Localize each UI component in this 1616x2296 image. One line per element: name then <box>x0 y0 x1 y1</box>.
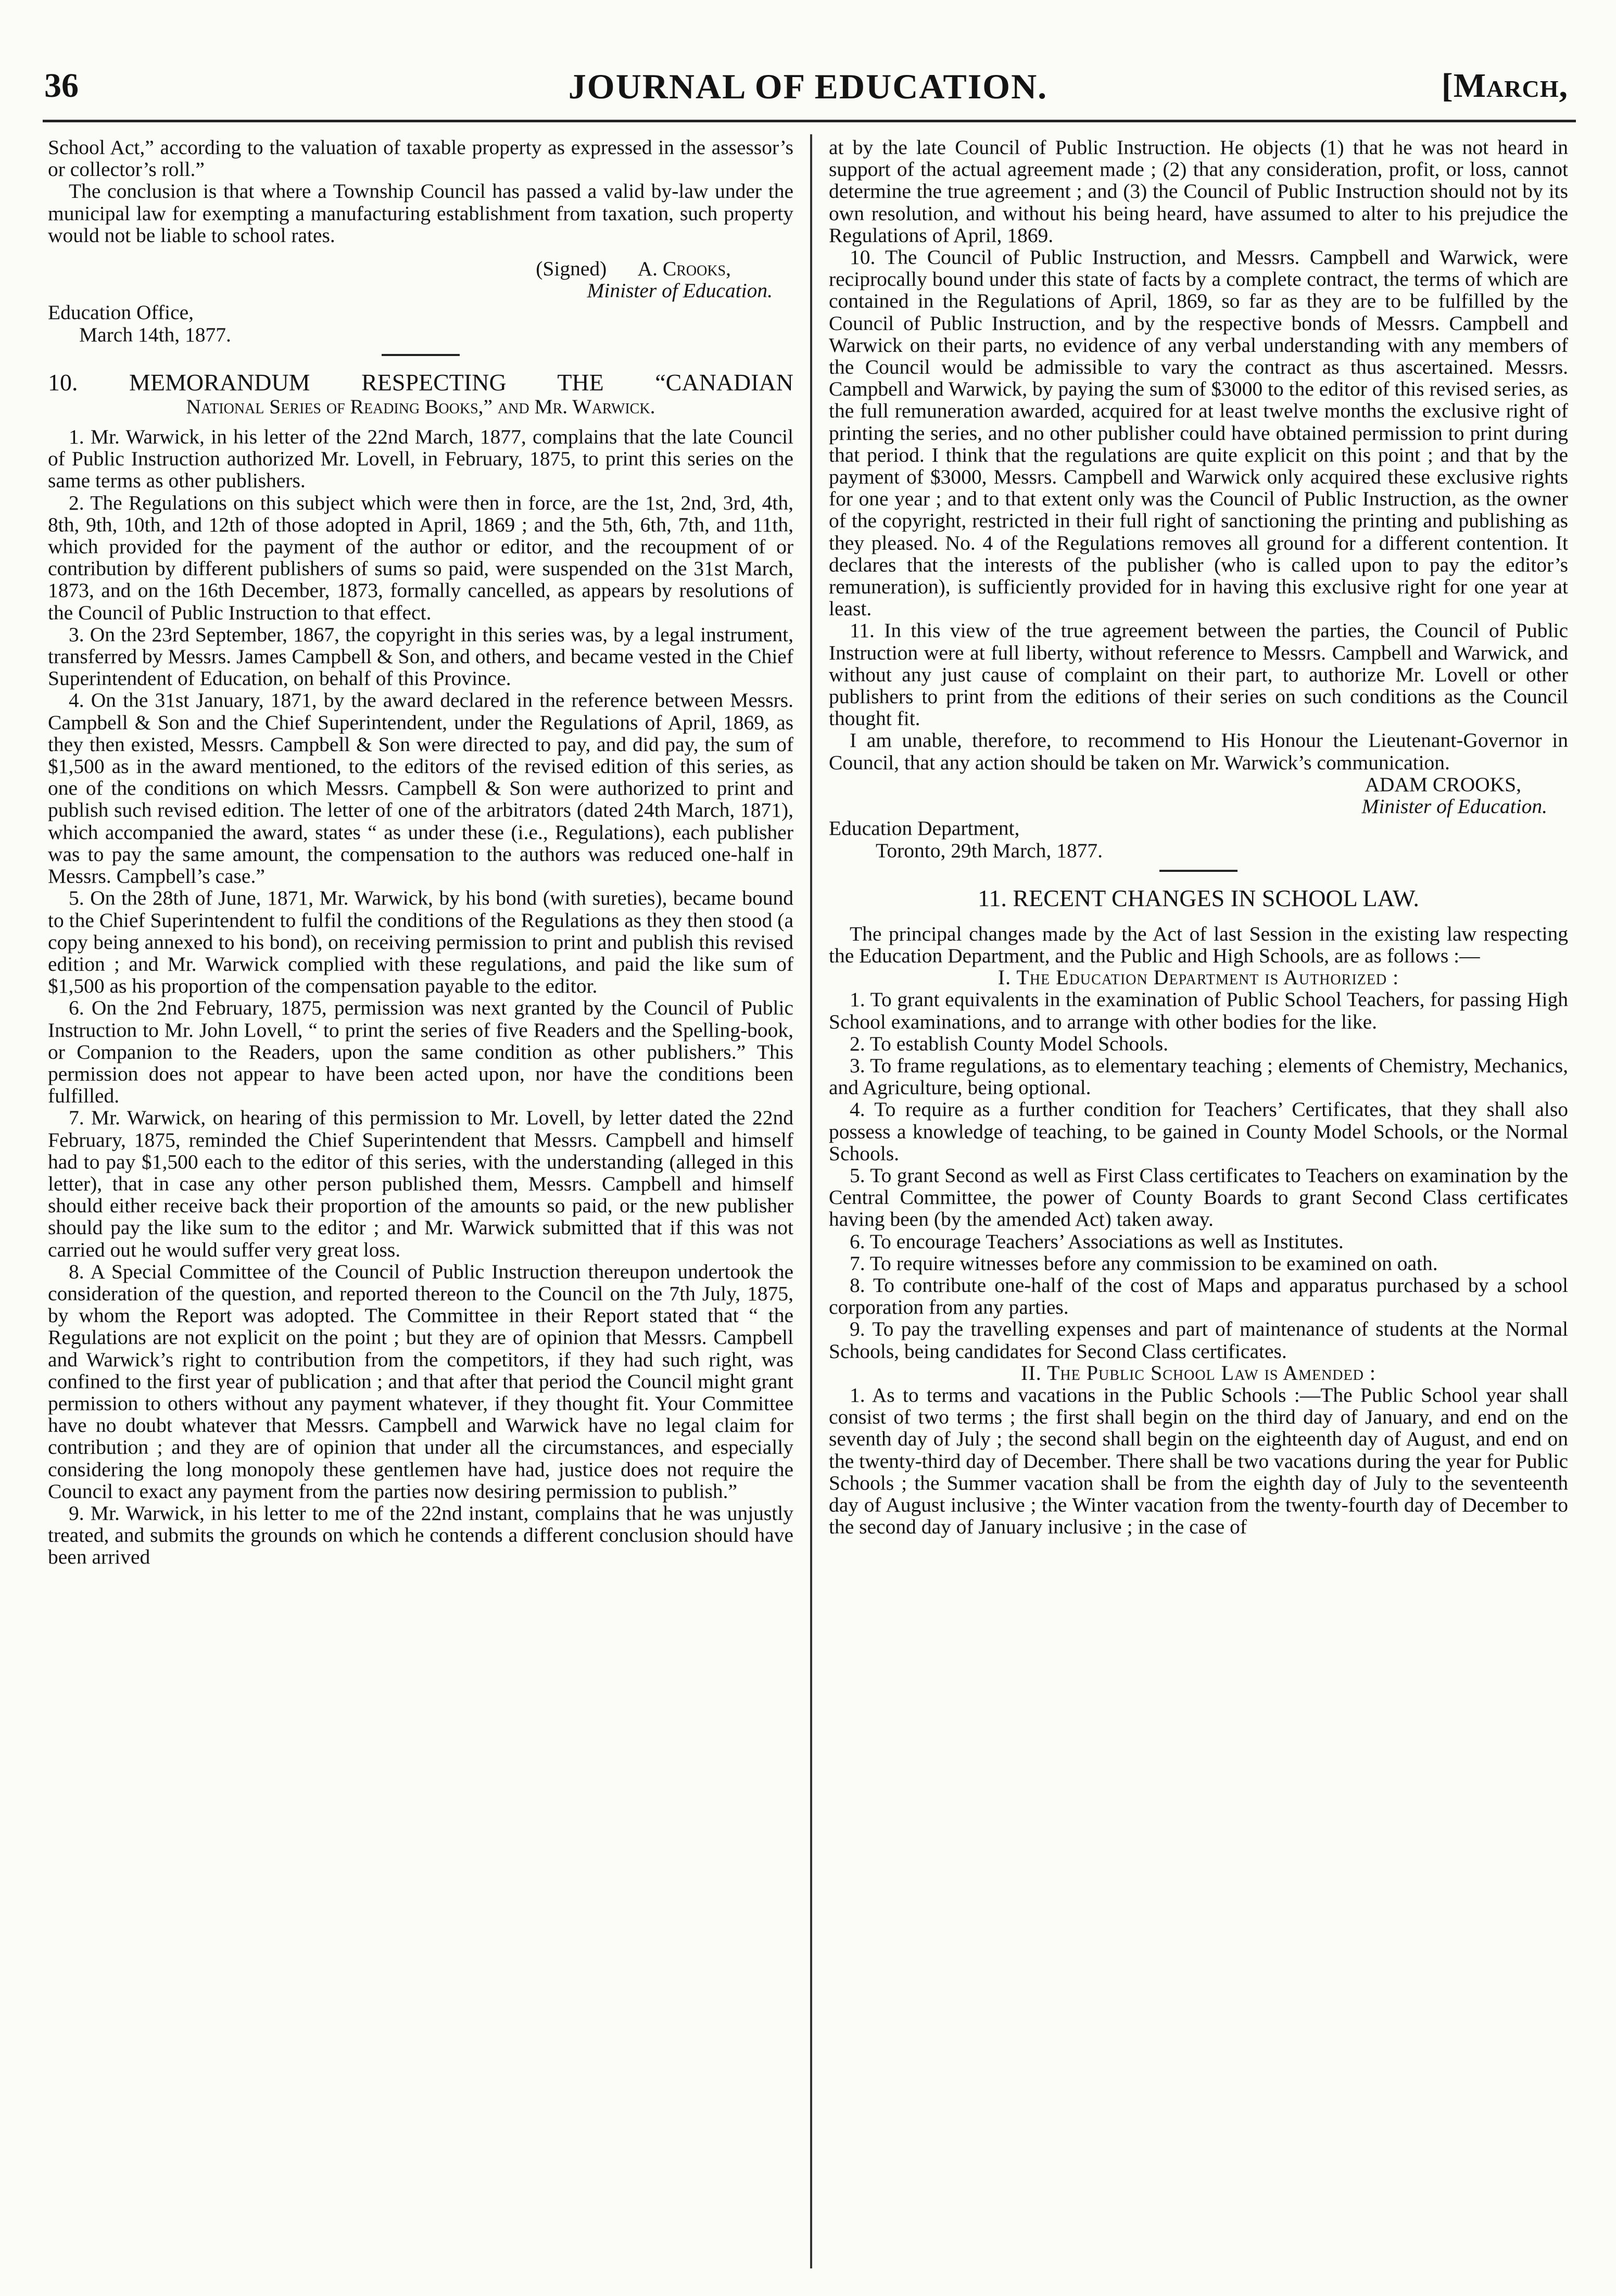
memo-paragraph: 1. Mr. Warwick, in his letter of the 22nd March, 1877, complains that the late Council of Public Instruction authorized Mr. Lovell, in February, 1875, to print this series on the same terms as other publishers. <box>48 425 793 492</box>
subsection-heading: I. The Education Department is Authorized : <box>998 966 1399 990</box>
header-rule <box>43 120 1576 122</box>
list-item: 9. To pay the travelling expenses and part of maintenance of students at the Normal Schools, being candidates for Second Class certificates. <box>829 1317 1568 1363</box>
list-item: 3. To frame regulations, as to elementary teaching ; elements of Chemistry, Mechanics, and Agriculture, being optional. <box>829 1054 1568 1099</box>
right-column <box>829 136 1568 1538</box>
memo-subheading: National Series of Reading Books,” and Mr. Warwick. <box>186 395 655 418</box>
section-intro: The principal changes made by the Act of last Session in the existing law respecting the Education Department, and the Public and High Schools, are as follows :— <box>829 922 1568 967</box>
memo-heading: 10. MEMORANDUM RESPECTING THE “CANADIAN <box>48 369 793 396</box>
list-item: 2. To establish County Model Schools. <box>850 1032 1169 1055</box>
list-item: 8. To contribute one-half of the cost of Maps and apparatus purchased by a school corporation from any parties. <box>829 1273 1568 1319</box>
memo-paragraph: 10. The Council of Public Instruction, and Messrs. Campbell and Warwick, were reciprocally bound under this state of facts by a complete contract, the terms of which are contained in the Regulations of April, 1869, so far as they are to be fulfilled by the Council of Public Instruction, and by the respective bonds of Messrs. Campbell and Warwick on their parts, no evidence of any verbal understanding with any members of the Council would be admissible to vary the contract as thus ascertained. Messrs. Campbell and Warwick, by paying the sum of $3000 to the editor of this revised series, as the full remuneration awarded, acquired for at least twelve months the exclusive right of printing the series, and no other publisher could have obtained permission to print during that period. I think that the regulations are quite explicit on this point ; and that by the payment of $3000, Messrs. Campbell and Warwick only acquired these exclusive rights for one year ; and to that extent only was the Council of Public Instruction, as the owner of the copyright, restricted in their full right of sanctioning the printing and publishing as they pleased. No. 4 of the Regulations removes all ground for a different contention. It declares that the interests of the publisher (who is called upon to pay the editor’s remuneration), is sufficiently provided for in having this exclusive right for one year at least. <box>829 246 1568 620</box>
list-item: 5. To grant Second as well as First Class certificates to Teachers on examination by the Central Committee, the power of County Boards to grant Second Class certificates having been (by the amended Act) taken away. <box>829 1163 1568 1231</box>
list-item: 4. To require as a further condition for Teachers’ Certificates, that they shall also possess a knowledge of teaching, to be gained in County Model Schools, or the Normal Schools. <box>829 1098 1568 1165</box>
memo-paragraph: 6. On the 2nd February, 1875, permission was next granted by the Council of Public Instruction to Mr. John Lovell, “ to print the series of five Readers and the Spelling-book, or Companion to the Readers, upon the same condition as other publishers.” This permission does not appear to have been acted upon, nor have the conditions been fulfilled. <box>48 996 793 1108</box>
list-item: 1. To grant equivalents in the examination of Public School Teachers, for passing High School examinations, and to arrange with other bodies for the like. <box>829 988 1568 1033</box>
signed-label: (Signed) <box>536 257 607 281</box>
journal-title: JOURNAL OF EDUCATION. <box>568 67 1048 106</box>
list-item: 7. To require witnesses before any commission to be examined on oath. <box>850 1251 1438 1275</box>
memo-paragraph: 3. On the 23rd September, 1867, the copyright in this series was, by a legal instrument, transferred by Messrs. James Campbell & Son, and others, and became vested in the Chief Superintendent of Education, on behalf of this Province. <box>48 623 793 690</box>
memo-paragraph: 2. The Regulations on this subject which were then in force, are the 1st, 2nd, 3rd, 4th, 8th, 9th, 10th, and 12th of those adopted in April, 1869 ; and the 5th, 6th, 7th, and 11th, which provided for the payment of the author or editor, and the recoupment of or contribution by different publishers of sums so paid, were suspended on the 31st March, 1873, and on the 16th December, 1873, formally cancelled, as appears by resolutions of the Council of Public Instruction to that effect. <box>48 491 793 624</box>
memo-paragraph: 11. In this view of the true agreement between the parties, the Council of Public Instruction were at full liberty, without reference to Messrs. Campbell and Warwick, and without any just cause of complaint on their part, to authorize Mr. Lovell or other publishers to print from the editions of their series on such conditions as the Council thought fit. <box>829 619 1568 730</box>
memo-paragraph: 9. Mr. Warwick, in his letter to me of the 22nd instant, complains that he was unjustly treated, and submits the grounds on which he contends a different conclusion should have been arrived <box>48 1501 793 1569</box>
signature-date: Toronto, 29th March, 1877. <box>876 839 1103 862</box>
intro-paragraph: The conclusion is that where a Township Council has passed a valid by-law under the municipal law for exempting a manufacturing establishment from taxation, such property would not be liable to school rates. <box>48 180 793 247</box>
section-rule <box>1159 870 1238 872</box>
memo-paragraph: 4. On the 31st January, 1871, by the award declared in the reference between Messrs. Campbell & Son and the Chief Superintendent, under the Regulations of April, 1869, as they then existed, Messrs. Campbell & Son were directed to pay, and did pay, the sum of $1,500 as in the award mentioned, to the editors of the revised edition of this series, as one of the conditions on which Messrs. Campbell & Son were authorized to print and publish such revised edition. The letter of one of the arbitrators (dated 24th March, 1871), which accompanied the award, states “ as under these (i.e., Regulations), each publisher was to pay the same amount, the compensation to the authors was reduced one-half in Messrs. Campbell’s case.” <box>48 689 793 888</box>
intro-paragraph: School Act,” according to the valuation of taxable property as expressed in the assessor’s or collector’s roll.” <box>48 136 793 181</box>
signature-line <box>48 258 793 280</box>
list-item: 1. As to terms and vacations in the Public Schools :—The Public School year shall consist of two terms ; the first shall begin on the third day of January, and end on the seventh day of July ; the second shall begin on the eighteenth day of August, and end on the twenty-third day of December. There shall be two vacations during the year for Public Schools ; the Summer vacation shall be from the eighth day of July to the seventeenth day of August inclusive ; the Winter vacation from the twenty-fourth day of December to the second day of January inclusive ; in the case of <box>829 1383 1568 1539</box>
memo-paragraph: 7. Mr. Warwick, on hearing of this permission to Mr. Lovell, by letter dated the 22nd February, 1875, reminded the Chief Superintendent that Messrs. Campbell and himself had to pay $1,500 each to the editor of this series, with the understanding (alleged in this letter), that in case any other person published them, Messrs. Campbell and himself should either receive back their proportion of the amounts so paid, or the new publisher should pay the like sum to the editor ; and Mr. Warwick submitted that if this was not carried out he would suffer very great loss. <box>48 1106 793 1261</box>
left-column <box>48 136 793 1568</box>
memo-paragraph: I am unable, therefore, to recommend to His Honour the Lieutenant-Governor in Council, that any action should be taken on Mr. Warwick’s communication. <box>829 729 1568 774</box>
column-divider <box>810 134 812 2268</box>
signature-date: March 14th, 1877. <box>79 323 231 346</box>
page-number: 36 <box>44 67 79 105</box>
signatory-name: ADAM CROOKS, <box>1365 772 1521 796</box>
signature-office: Education Office, <box>48 301 194 324</box>
subsection-heading: II. The Public School Law is Amended : <box>1021 1361 1376 1385</box>
memo-paragraph: 5. On the 28th of June, 1871, Mr. Warwick, by his bond (with sureties), became bound to the Chief Superintendent to fulfil the conditions of the Regulations as they then stood (a copy being annexed to his bond), on receiving permission to print and publish this revised edition ; and Mr. Warwick complied with these regulations, and paid the like sum of $1,500 as his proportion of the compensation payable to the editor. <box>48 886 793 998</box>
section-heading: 11. RECENT CHANGES IN SCHOOL LAW. <box>978 884 1419 911</box>
memo-paragraph: at by the late Council of Public Instruction. He objects (1) that he was not heard in support of the actual agreement made ; (2) that any consideration, profit, or loss, cannot determine the true agreement ; and (3) the Council of Public Instruction should not by its own resolution, and without his being heard, have assumed to alter to his prejudice the Regulations of April, 1869. <box>829 136 1568 247</box>
section-rule <box>382 354 460 356</box>
signature-department: Education Department, <box>829 817 1020 840</box>
signatory-title: Minister of Education. <box>587 279 773 302</box>
signatory-name: A. Crooks, <box>637 257 731 281</box>
list-item: 6. To encourage Teachers’ Associations as well as Institutes. <box>850 1229 1344 1253</box>
memo-paragraph: 8. A Special Committee of the Council of Public Instruction thereupon undertook the consideration of the question, and reported thereon to the Council on the 7th July, 1875, by whom the Report was adopted. The Committee in their Report stated that “ the Regulations are not explicit on the point ; but they are of opinion that Messrs. Campbell and Warwick’s right to contribution from the competitors, if they had such right, was confined to the first year of publication ; and that after that period the Council might grant permission to others without any payment whatever, if they thought fit. Your Committee have no doubt whatever that Messrs. Campbell and Warwick have no legal claim for contribution ; and they are of opinion that under all the circumstances, and especially considering the long monopoly these gentlemen have had, justice does not require the Council to exact any payment from the parties now desiring permission to publish.” <box>48 1260 793 1503</box>
header-month: [March, <box>1441 67 1568 105</box>
signatory-title: Minister of Education. <box>1361 795 1547 818</box>
